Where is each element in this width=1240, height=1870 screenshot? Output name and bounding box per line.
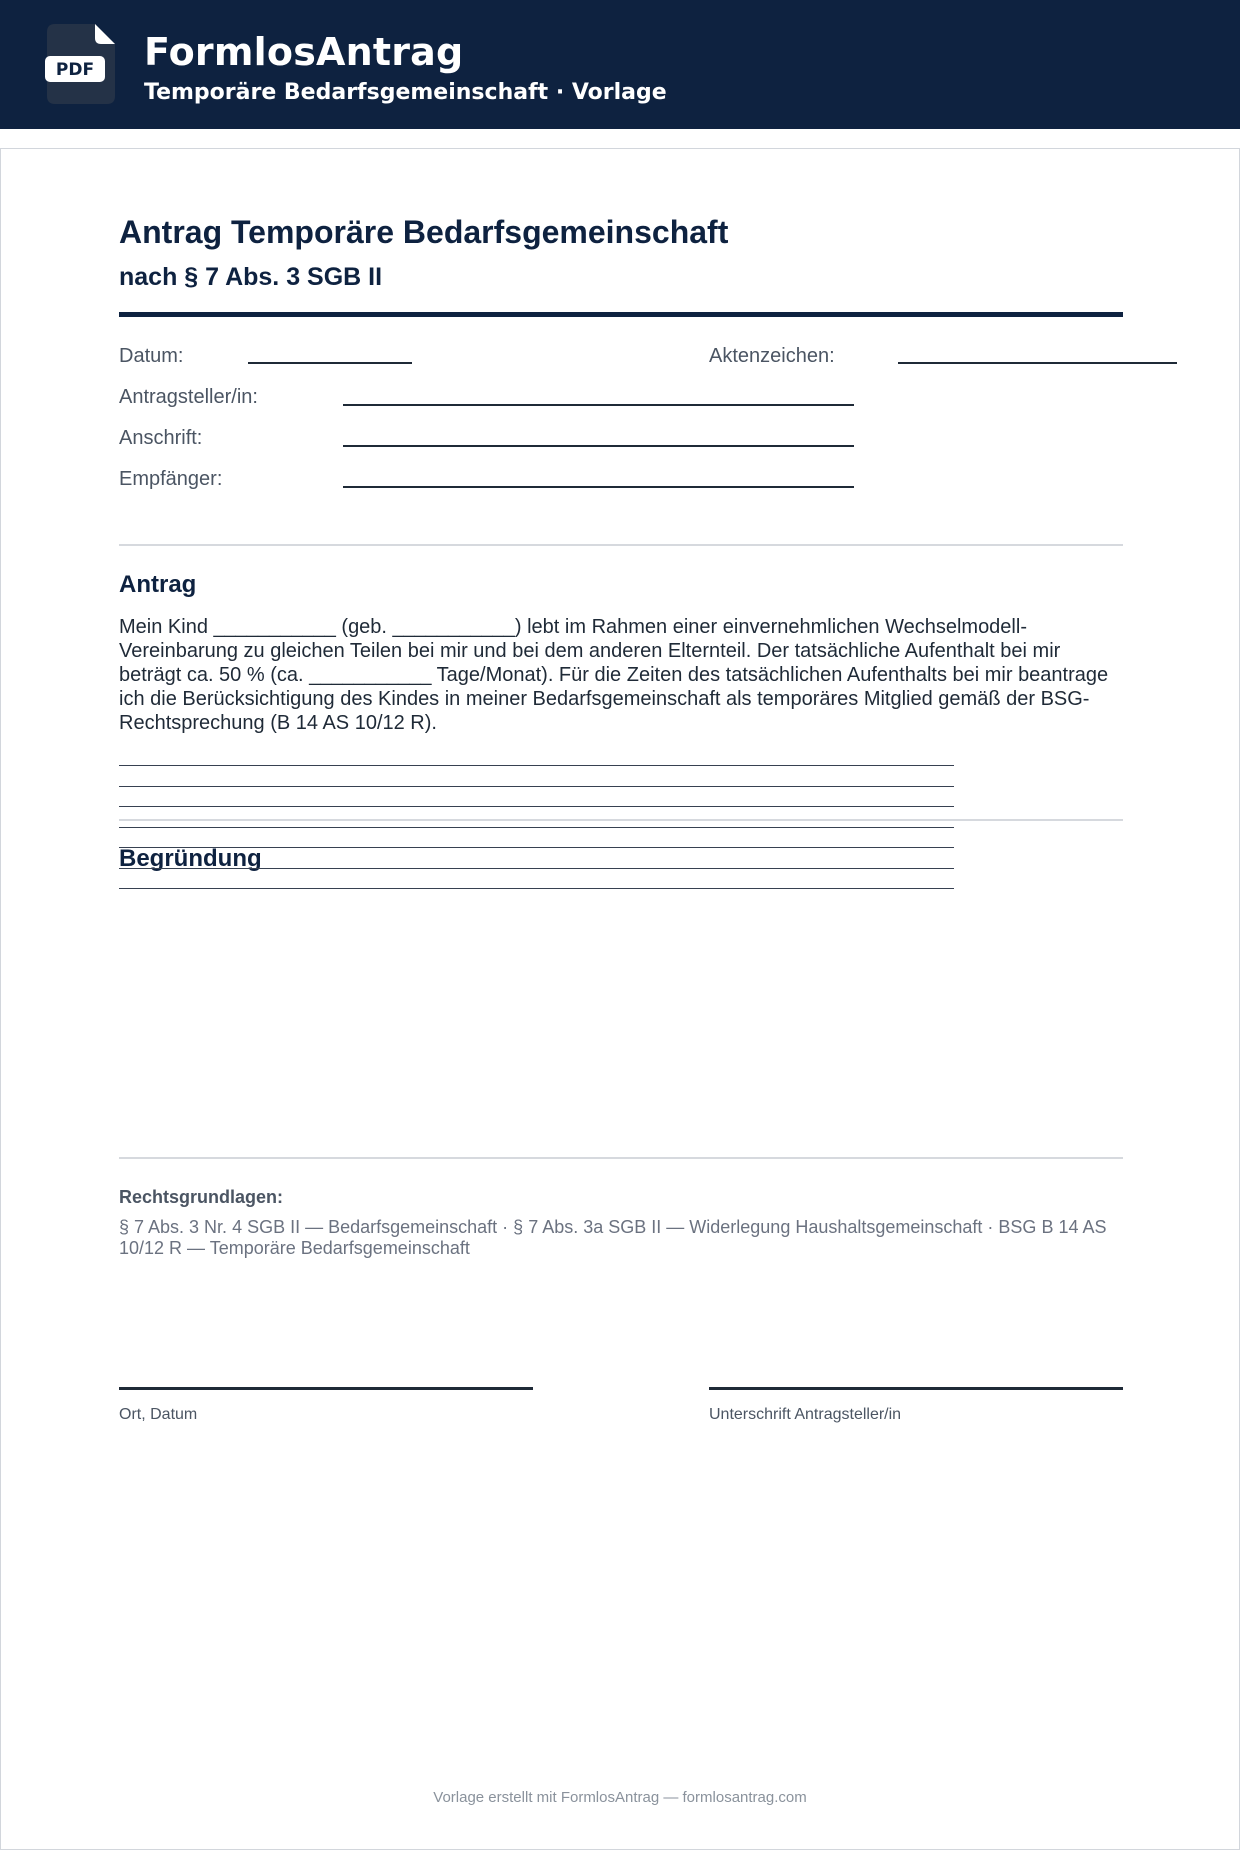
app-title: FormlosAntrag — [144, 30, 464, 74]
datum-label: Datum: — [119, 345, 184, 367]
ort-datum-label: Ort, Datum — [119, 1406, 198, 1423]
footer-note: Vorlage erstellt mit FormlosAntrag — formlosantrag.com — [433, 1789, 807, 1806]
antrag-text: Mein Kind ___________ (geb. ___________) lebt im Rahmen einer einvernehmlichen Wechselmodell-Vereinbarung zu gleichen Teilen bei mir und bei dem anderen Elternteil. Der tatsächliche Aufenthalt bei mir beträgt ca. 50 % (ca. ___________ Tage/Monat). Für die Zeiten des tatsächlichen Aufenthalts bei mir beantrage ich die Berücksichtigung des Kindes in meiner Bedarfsgemeinschaft als temporäres Mitglied gemäß der BSG-Rechtsprechung (B 14 AS 10/12 R). — [119, 616, 1109, 734]
pdf-file-icon — [45, 24, 115, 104]
ort-datum-line[interactable] — [119, 1387, 533, 1390]
section-divider — [119, 819, 1123, 821]
antragsteller-label: Antragsteller/in: — [119, 386, 258, 408]
datum-field[interactable] — [248, 362, 412, 364]
aktenzeichen-label: Aktenzeichen: — [709, 345, 835, 367]
signature-label: Unterschrift Antragsteller/in — [709, 1406, 902, 1423]
document-page — [0, 148, 1240, 1850]
title-divider — [119, 312, 1123, 317]
antrag-heading: Antrag — [119, 571, 197, 598]
begruendung-line[interactable] — [119, 827, 954, 828]
document-subtitle: nach § 7 Abs. 3 SGB II — [119, 263, 383, 291]
begruendung-heading: Begründung — [119, 845, 262, 872]
antragsteller-field[interactable] — [343, 404, 854, 406]
aktenzeichen-field[interactable] — [898, 362, 1177, 364]
app-header — [0, 0, 1240, 129]
pdf-icon-label: PDF — [55, 60, 95, 80]
legal-heading: Rechtsgrundlagen: — [119, 1187, 284, 1207]
begruendung-line[interactable] — [119, 868, 954, 869]
legal-text: § 7 Abs. 3 Nr. 4 SGB II — Bedarfsgemeinschaft · § 7 Abs. 3a SGB II — Widerlegung Haushaltsgemeinschaft · BSG B 14 AS 10/12 R — Temporäre Bedarfsgemeinschaft — [119, 1217, 1107, 1258]
anschrift-field[interactable] — [343, 445, 854, 447]
empfaenger-field[interactable] — [343, 486, 854, 488]
begruendung-line[interactable] — [119, 888, 954, 889]
begruendung-line[interactable] — [119, 765, 954, 766]
begruendung-line[interactable] — [119, 806, 954, 807]
document-title: Antrag Temporäre Bedarfsgemeinschaft — [119, 214, 729, 250]
section-divider — [119, 1157, 1123, 1159]
app-subtitle: Temporäre Bedarfsgemeinschaft · Vorlage — [144, 80, 667, 105]
anschrift-label: Anschrift: — [119, 427, 203, 449]
section-divider — [119, 544, 1123, 546]
begruendung-line[interactable] — [119, 786, 954, 787]
begruendung-line[interactable] — [119, 847, 954, 848]
empfaenger-label: Empfänger: — [119, 468, 223, 490]
signature-line[interactable] — [709, 1387, 1123, 1390]
